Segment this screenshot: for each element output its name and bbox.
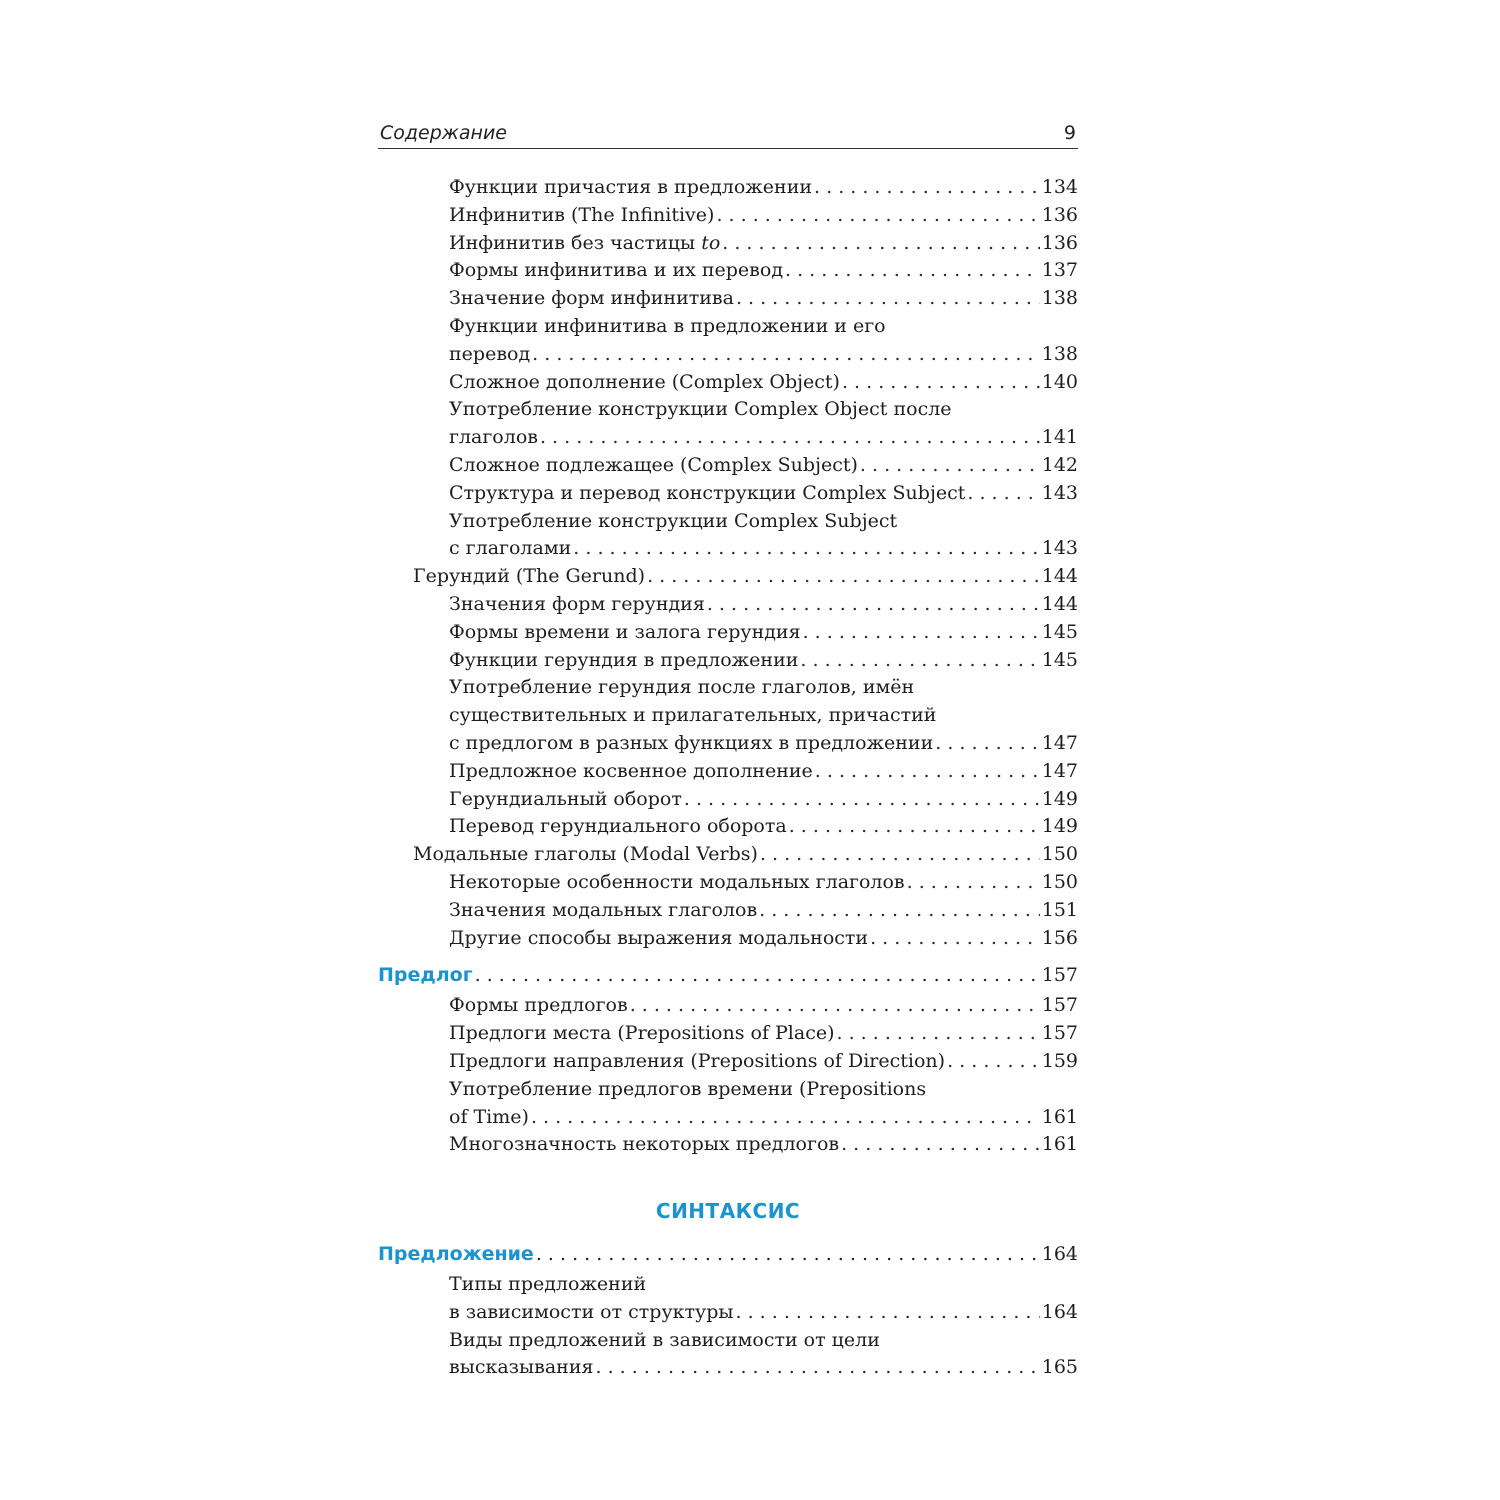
dot-leader	[947, 1048, 1040, 1076]
toc-entry[interactable]	[378, 1271, 1078, 1327]
toc-entry[interactable]	[378, 174, 1078, 202]
toc-entry[interactable]	[378, 257, 1078, 285]
toc-entry-title: Формы времени и залога герундия	[449, 619, 801, 647]
dot-leader	[800, 647, 1039, 675]
toc-entry[interactable]	[378, 230, 1078, 258]
toc-entry[interactable]	[378, 841, 1078, 869]
toc-entry-title: высказывания	[449, 1354, 594, 1382]
toc-entry[interactable]	[378, 758, 1078, 786]
toc-entry-page: 151	[1041, 898, 1078, 921]
toc-entry-title: Другие способы выражения модальности	[449, 925, 868, 953]
toc-entry[interactable]	[378, 674, 1078, 757]
toc-entry[interactable]	[378, 869, 1078, 897]
toc-entry-page: 165	[1041, 1356, 1078, 1379]
toc-entry-page: 150	[1041, 870, 1078, 893]
toc-entry-page: 149	[1041, 787, 1078, 810]
dot-leader	[935, 730, 1039, 758]
toc-entry-page: 147	[1041, 731, 1078, 754]
toc-entry-text-line: Употребление предлогов времени (Prepositions	[449, 1077, 927, 1100]
toc-entry-title: в зависимости от структуры	[449, 1299, 734, 1327]
toc-entry-text-line: существительных и прилагательных, причастий	[449, 704, 937, 727]
toc-entry-title: Сложное подлежащее (Complex Subject)	[449, 452, 858, 480]
toc-entry-title: Формы инфинитива и их перевод	[449, 257, 783, 285]
toc-entry-page: 157	[1041, 1022, 1078, 1045]
dot-leader	[736, 1299, 1040, 1327]
section-title: Предложение	[378, 1237, 534, 1271]
toc-entry[interactable]	[378, 1076, 1078, 1132]
section-title: Предлог	[378, 958, 473, 992]
toc-entry-page: 142	[1041, 453, 1078, 476]
dot-leader	[647, 563, 1040, 591]
dot-leader	[722, 230, 1039, 258]
dot-leader	[573, 535, 1039, 563]
dot-leader	[684, 786, 1040, 814]
toc-entry-text-line: Употребление конструкции Complex Object после	[449, 398, 952, 421]
toc-entry-page: 156	[1041, 926, 1078, 949]
toc-entry-title: Герундиальный оборот	[449, 786, 682, 814]
toc-entry-title: Значения модальных глаголов	[449, 897, 757, 925]
toc-entry[interactable]	[378, 1048, 1078, 1076]
toc-entry-text-line: Употребление конструкции Complex Subject	[449, 509, 898, 532]
toc-entry-italic: to	[701, 231, 721, 254]
dot-leader	[907, 869, 1040, 897]
toc-entry[interactable]	[378, 897, 1078, 925]
toc-entry[interactable]	[378, 992, 1078, 1020]
toc-entry-page: 134	[1041, 176, 1078, 198]
toc-entry-text-line: Функции инфинитива в предложении и его	[449, 314, 886, 337]
toc-entry-page: 144	[1041, 565, 1078, 588]
toc-entry-text-line: Виды предложений в зависимости от цели	[449, 1328, 880, 1351]
dot-leader	[736, 285, 1040, 313]
toc-entry[interactable]	[378, 591, 1078, 619]
toc-entry-title: перевод	[449, 341, 530, 369]
toc-entry-page: 157	[1041, 994, 1078, 1017]
dot-leader	[814, 174, 1040, 202]
toc-entry-page: 161	[1041, 1105, 1078, 1128]
toc-entry-title: Функции герундия в предложении	[449, 647, 798, 675]
toc-entry-page: 144	[1041, 592, 1078, 615]
toc-entry[interactable]	[378, 647, 1078, 675]
toc-entry-title: Некоторые особенности модальных глаголов	[449, 869, 905, 897]
dot-leader	[842, 369, 1040, 397]
section-page: 164	[1041, 1243, 1078, 1266]
section-page: 157	[1041, 964, 1078, 987]
toc-entry[interactable]	[378, 369, 1078, 397]
toc-entry-title: Инфинитив (The Infinitive)	[449, 202, 714, 230]
table-of-contents	[378, 174, 1078, 1382]
dot-leader	[837, 1020, 1040, 1048]
toc-entry[interactable]	[378, 1131, 1078, 1159]
toc-page	[378, 118, 1078, 1379]
toc-entry-title: Значения форм герундия	[449, 591, 705, 619]
toc-entry-title: Значение форм инфинитива	[449, 285, 734, 313]
dot-leader	[540, 424, 1040, 452]
toc-entry[interactable]	[378, 1327, 1078, 1383]
toc-entry-title: с глаголами	[449, 535, 571, 563]
toc-entry-title: Предлоги места (Prepositions of Place)	[449, 1020, 835, 1048]
dot-leader	[815, 758, 1040, 786]
toc-entry-title: Структура и перевод конструкции Complex Subject	[449, 480, 965, 508]
section-predlozhenie[interactable]	[378, 1237, 1078, 1271]
toc-entry-title: of Time)	[449, 1104, 529, 1132]
toc-entry-page: 138	[1041, 287, 1078, 310]
toc-entry[interactable]	[378, 1020, 1078, 1048]
toc-entry-title: с предлогом в разных функциях в предложении	[449, 730, 933, 758]
toc-entry-title: Сложное дополнение (Complex Object)	[449, 369, 840, 397]
toc-entry-page: 164	[1041, 1300, 1078, 1323]
toc-entry[interactable]	[378, 619, 1078, 647]
toc-entry-page: 136	[1041, 203, 1078, 226]
part-heading: СИНТАКСИС	[655, 1199, 801, 1224]
toc-entry-page: 136	[1041, 231, 1078, 254]
toc-entry-title: глаголов	[449, 424, 538, 452]
dot-leader	[759, 897, 1040, 925]
toc-entry-title: Модальные глаголы (Modal Verbs)	[413, 841, 758, 869]
toc-entry-page: 143	[1041, 537, 1078, 560]
toc-entry[interactable]	[378, 202, 1078, 230]
dot-leader	[967, 480, 1039, 508]
toc-entry[interactable]	[378, 813, 1078, 841]
dot-leader	[707, 591, 1040, 619]
dot-leader	[789, 813, 1040, 841]
dot-leader	[596, 1354, 1040, 1382]
dot-leader	[841, 1131, 1040, 1159]
dot-leader	[785, 257, 1040, 285]
toc-entry-page: 150	[1041, 843, 1078, 866]
dot-leader	[870, 925, 1040, 953]
dot-leader	[536, 1237, 1040, 1271]
toc-entry[interactable]	[378, 396, 1078, 452]
dot-leader	[716, 202, 1039, 230]
dot-leader	[760, 841, 1040, 869]
toc-entry-text-line: Употребление герундия после глаголов, имён	[449, 676, 915, 699]
dot-leader	[803, 619, 1040, 647]
page-number: 9	[1063, 122, 1076, 144]
toc-entry-title: Перевод герундиального оборота	[449, 813, 787, 841]
toc-entry[interactable]	[378, 313, 1078, 369]
dot-leader	[475, 958, 1040, 992]
toc-entry-title: Функции причастия в предложении	[449, 174, 812, 202]
toc-entry[interactable]	[378, 563, 1078, 591]
toc-entry-page: 143	[1041, 481, 1078, 504]
section-predlog[interactable]	[378, 958, 1078, 992]
toc-entry-page: 149	[1041, 815, 1078, 838]
running-head-title: Содержание	[380, 122, 507, 144]
running-head	[378, 118, 1078, 149]
toc-entry[interactable]	[378, 480, 1078, 508]
toc-entry-text-line: Типы предложений	[449, 1273, 647, 1296]
dot-leader	[860, 452, 1040, 480]
dot-leader	[531, 1104, 1040, 1132]
toc-entry-page: 141	[1041, 426, 1078, 449]
toc-entry[interactable]	[378, 452, 1078, 480]
dot-leader	[532, 341, 1040, 369]
toc-entry-page: 161	[1041, 1133, 1078, 1156]
toc-entry[interactable]	[378, 285, 1078, 313]
toc-entry-page: 137	[1041, 259, 1078, 282]
toc-entry-title: Инфинитив без частицы to	[449, 230, 720, 258]
toc-entry-page: 140	[1041, 370, 1078, 393]
toc-entry-title: Предложное косвенное дополнение	[449, 758, 813, 786]
toc-entry-page: 145	[1041, 620, 1078, 643]
toc-entry-title: Предлоги направления (Prepositions of Direction)	[449, 1048, 945, 1076]
dot-leader	[630, 992, 1040, 1020]
toc-entry-page: 138	[1041, 342, 1078, 365]
toc-entry[interactable]	[378, 786, 1078, 814]
toc-entry-title: Многозначность некоторых предлогов	[449, 1131, 839, 1159]
toc-entry-page: 159	[1041, 1049, 1078, 1072]
toc-entry[interactable]	[378, 508, 1078, 564]
toc-entry-title: Формы предлогов	[449, 992, 628, 1020]
toc-entry-page: 145	[1041, 648, 1078, 671]
toc-entry-title: Герундий (The Gerund)	[413, 563, 645, 591]
toc-entry-page: 147	[1041, 759, 1078, 782]
toc-entry[interactable]	[378, 925, 1078, 953]
